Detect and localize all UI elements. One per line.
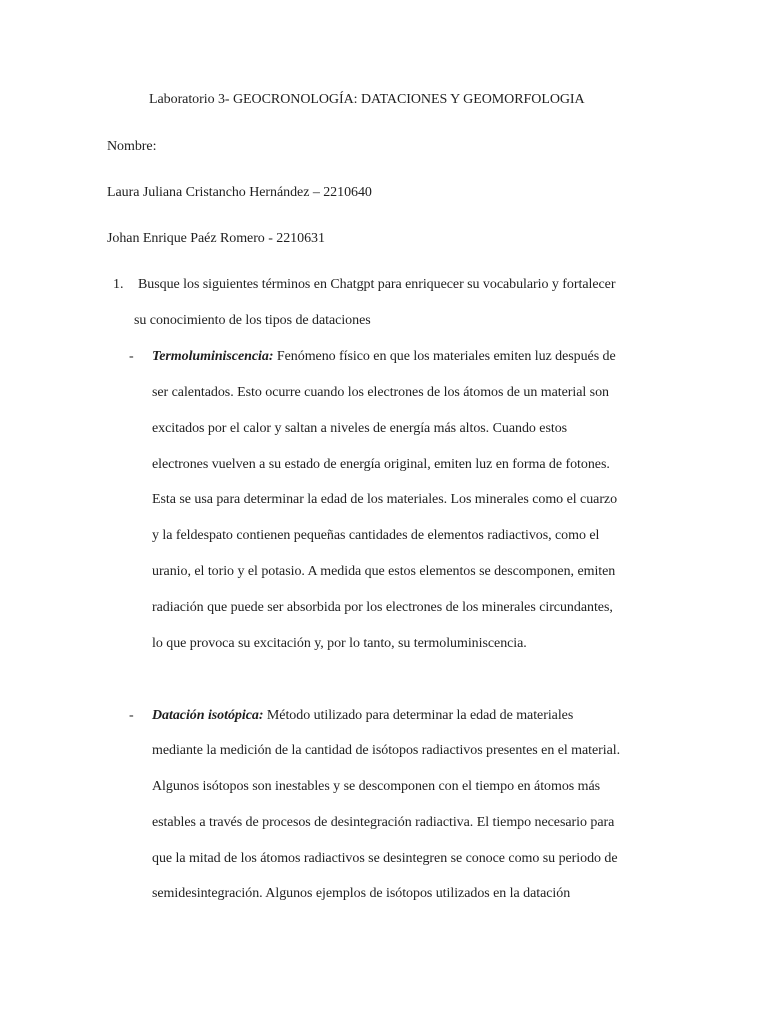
bullet-text-line: uranio, el torio y el potasio. A medida que estos elementos se descomponen, emiten: [152, 564, 616, 579]
bullet-text-line: Esta se usa para determinar la edad de los materiales. Los minerales como el cuarzo: [152, 492, 618, 507]
bullet-text-line: Algunos isótopos son inestables y se descomponen con el tiempo en átomos más: [152, 779, 601, 794]
nombre-label: Nombre:: [107, 139, 157, 154]
bullet-text-line: estables a través de procesos de desintegración radiactiva. El tiempo necesario para: [152, 815, 615, 830]
question-number: 1.: [113, 277, 124, 292]
bullet-text-line: lo que provoca su excitación y, por lo tanto, su termoluminiscencia.: [152, 636, 527, 651]
member-name: Johan Enrique Paéz Romero - 2210631: [107, 231, 325, 246]
member-name: Laura Juliana Cristancho Hernández – 2210640: [107, 185, 372, 200]
bullet-text: Fenómeno físico en que los materiales emiten luz después de: [273, 349, 616, 364]
bullet-text-line: que la mitad de los átomos radiactivos se desintegren se conoce como su periodo de: [152, 851, 618, 866]
bullet-text: Método utilizado para determinar la edad de materiales: [263, 708, 574, 723]
bullet-first-line: [152, 349, 616, 365]
bullet-text-line: excitados por el calor y saltan a niveles de energía más altos. Cuando estos: [152, 421, 568, 436]
bullet-text-line: y la feldespato contienen pequeñas cantidades de elementos radiactivos, como el: [152, 528, 600, 543]
bullet-text-line: electrones vuelven a su estado de energía original, emiten luz en forma de fotones.: [152, 457, 610, 472]
document-title: Laboratorio 3- GEOCRONOLOGÍA: DATACIONES Y GEOMORFOLOGIA: [149, 92, 585, 107]
bullet-text-line: ser calentados. Esto ocurre cuando los electrones de los átomos de un material son: [152, 385, 609, 400]
bullet-dash: -: [129, 349, 134, 364]
bullet-text-line: mediante la medición de la cantidad de isótopos radiactivos presentes en el material.: [152, 743, 621, 758]
bullet-first-line: [152, 708, 573, 724]
bullet-text-line: semidesintegración. Algunos ejemplos de isótopos utilizados en la datación: [152, 886, 571, 901]
term-datacion-isotopica: Datación isotópica:: [152, 708, 264, 723]
question-text-line: Busque los siguientes términos en Chatgpt para enriquecer su vocabulario y fortalecer: [138, 277, 616, 292]
term-termoluminiscencia: Termoluminiscencia:: [152, 349, 274, 364]
bullet-text-line: radiación que puede ser absorbida por los electrones de los minerales circundantes,: [152, 600, 613, 615]
bullet-dash: -: [129, 708, 134, 723]
question-text-line: su conocimiento de los tipos de dataciones: [134, 313, 371, 328]
